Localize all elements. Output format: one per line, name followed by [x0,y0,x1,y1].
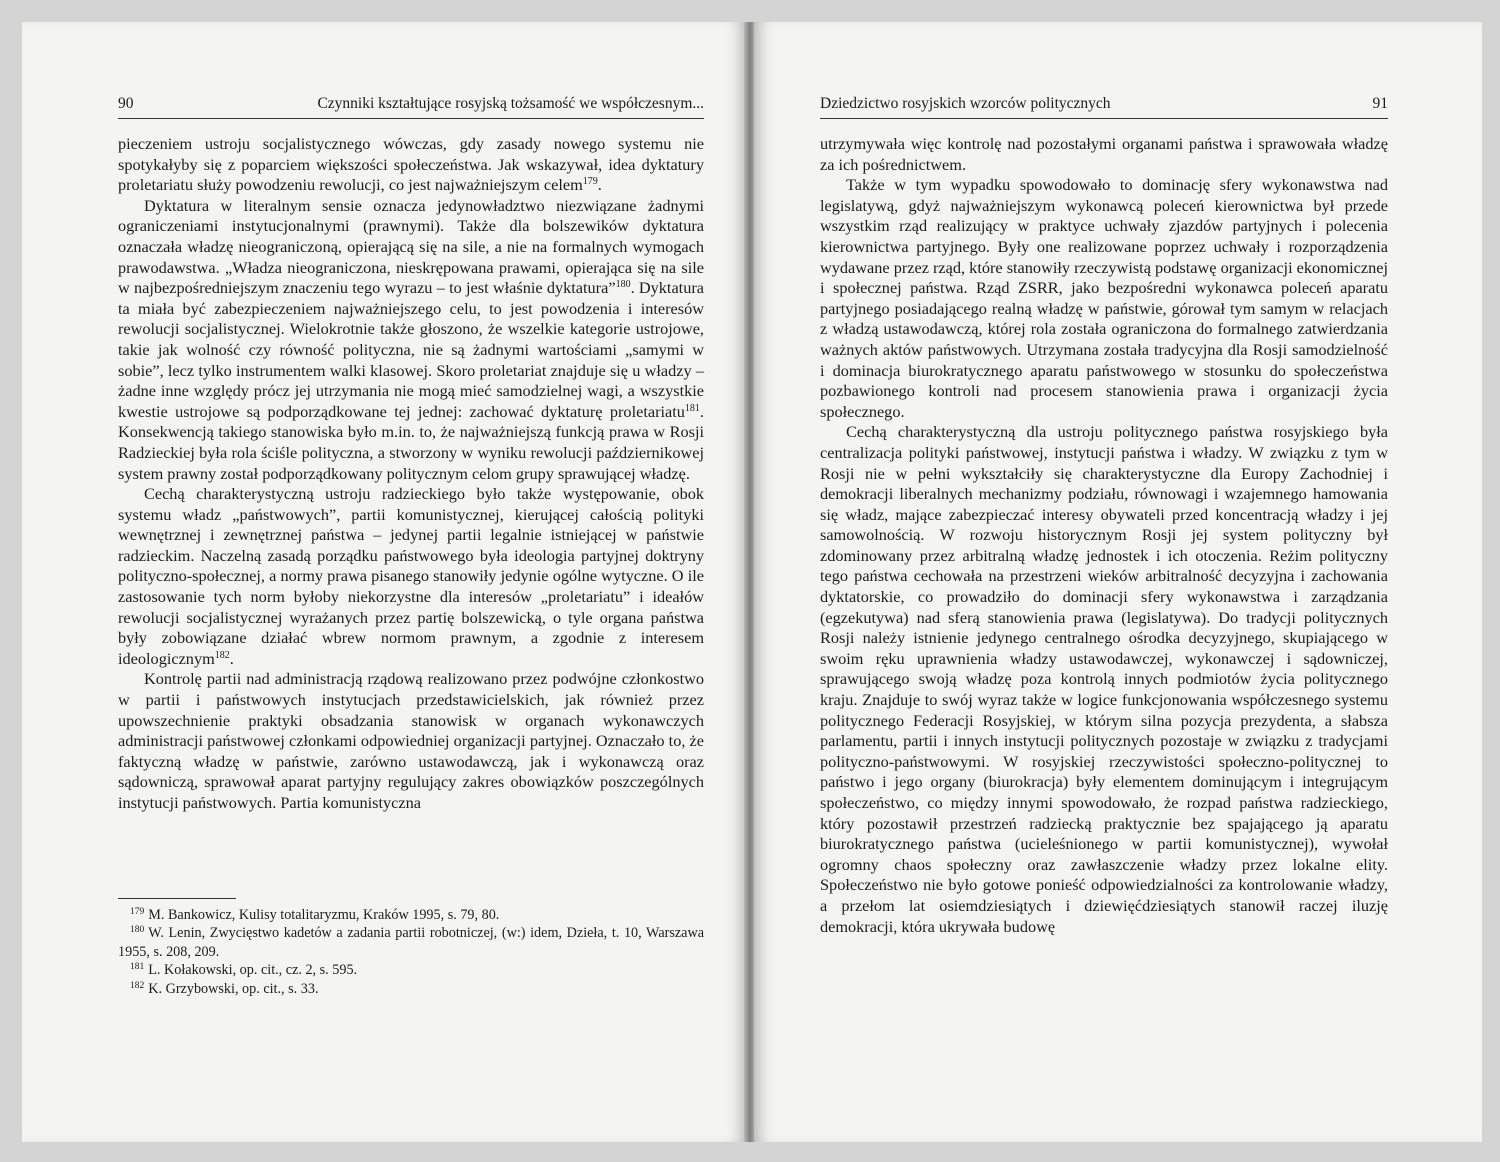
footnote-ref: 180 [615,279,631,291]
footnote: $^{180}$ W. Lenin, Zwycięstwo kadetów a zadania partii robotniczej, (w:) idem, Dzieła, t. 10, Warszawa 1955, s. 208, 209. [118,925,704,960]
page-number-right: 91 [1372,95,1388,112]
paragraph: Dyktatura w literalnym sensie oznacza jedynowładztwo niezwiązane żadnymi ograniczeniami instytucjonalnymi (prawnymi). Także dla bolszewików dyktatura oznaczała władzę nieograniczoną, opierającą się na sile, a nie na formalnych wymogach prawodawstwa. „Władza nieograniczona, nieskrępowana prawami, opierająca się na sile w najbezpośredniejszym znaczeniu tego wyrazu – to jest właśnie dyktatura”$^{180}$. Dyktatura ta miała być zabezpieczeniem najważniejszego celu, to jest powodzenia i interesów rewolucji socjalistycznej. Wielokrotnie także głoszono, że wszelkie kategorie ustrojowe, takie jak wolność czy równość polityczna, nie są żadnymi wartościami „samymi w sobie”, lecz tylko instrumentem walki klasowej. Skoro proletariat znajduje się u władzy – żadne inne względy prócz jej utrzymania nie mogą mieć samodzielnej wagi, a wszystkie kwestie ustrojowe są podporządkowane tej jednej: zachować dyktaturę proletariatu$^{181}$. Konsekwencją takiego stanowiska było m.in. to, że najważniejszą funkcją prawa w Rosji Radzieckiej była rola ściśle polityczna, a stworzony w wyniku rewolucji październikowej system prawny został podporządkowany politycznym celom grupy sprawującej władzę. [118,195,704,483]
left-body-text [118,134,704,814]
left-running-head [118,94,704,119]
paragraph: Także w tym wypadku spowodowało to dominację sfery wykonawstwa nad legislatywą, gdyż najważniejszym wykonawcą poleceń kierownictwa był przede wszystkim rząd realizujący w praktyce uchwały zjazdów partyjnych i polecenia kierownictwa partyjnego. Były one realizowane poprzez uchwały i rozporządzenia wydawane przez rząd, które stanowiły rzeczywistą podstawę organizacji ekonomicznej i społecznej państwa. Rząd ZSRR, jako bezpośredni wykonawca poleceń aparatu partyjnego posiadającego realną władzę w państwie, górował tym samym w relacjach z władzą ustawodawczą, której rola została ograniczona do formalnego zatwierdzania ważnych aktów państwowych. Utrzymana została tradycyjna dla Rosji samodzielność i dominacja biurokratycznego aparatu państwowego w stosunku do społeczeństwa pozbawionego kontroli nad procesem stanowienia prawa i organizacji życia społecznego. [820,175,1388,421]
running-title-left: Czynniki kształtujące rosyjską tożsamość we współczesnym... [317,95,704,112]
footnote: $^{181}$ L. Kołakowski, op. cit., cz. 2, s. 595. [130,962,358,979]
footnote-ref: 181 [684,402,700,414]
footnote-divider [118,898,236,899]
right-page [754,22,1482,1142]
page-number-left: 90 [118,95,134,112]
right-body-text [820,134,1388,937]
footnote: $^{182}$ K. Grzybowski, op. cit., s. 33. [130,980,319,997]
right-running-head [820,94,1388,119]
footnotes [118,906,704,998]
footnote: $^{179}$ M. Bankowicz, Kulisy totalitaryzmu, Kraków 1995, s. 79, 80. [130,907,500,923]
footnote-ref: 182 [214,649,230,661]
paragraph: utrzymywała więc kontrolę nad pozostałymi organami państwa i sprawowała władzę za ich pośrednictwem. [820,134,1388,174]
paragraph: Kontrolę partii nad administracją rządową realizowano przez podwójne członkostwo w partii i państwowych instytucjach przedstawicielskich, jak również przez upowszechnienie praktyki obsadzania stanowisk w organach wykonawczych administracji państwowej członkami odpowiedniej organizacji partyjnej. Oznaczało to, że faktyczną władzę w państwie, zarówno ustawodawczą, jak i wykonawczą oraz sądowniczą, sprawował aparat partyjny regulujący zakres obowiązków poszczególnych instytucji państwowych. Partia komunistyczna [118,669,704,812]
paragraph: Cechą charakterystyczną ustroju radzieckiego było także występowanie, obok systemu władz „państwowych”, partii komunistycznej, kierującej całością polityki wewnętrznej i zewnętrznej państwa – jedynej partii legalnie istniejącej w państwie radzieckim. Naczelną zasadą porządku państwowego była ideologia partyjnej doktryny polityczno-społecznej, a normy prawa pisanego stanowiły jedynie ogólne wytyczne. O ile zastosowanie tych norm byłoby niekorzystne dla interesów „proletariatu” i ideałów rewolucji socjalistycznej wyrażanych przez partię bolszewicką, o tyle organa państwa były zobowiązane działać wbrew normom prawnym, a zgodnie z interesem ideologicznym$^{182}$. [118,484,704,668]
paragraph: pieczeniem ustroju socjalistycznego wówczas, gdy zasady nowego systemu nie spotykałyby się z poparciem większości społeczeństwa. Jak wskazywał, idea dyktatury proletariatu służy powodzeniu rewolucji, co jest najważniejszym celem$^{179}$. [118,134,704,195]
paragraph: Cechą charakterystyczną dla ustroju politycznego państwa rosyjskiego była centralizacja polityki państwowej, instytucji państwa i władzy. W związku z tym w Rosji nie w pełni wykształciły się charakterystyczne dla Europy Zachodniej i demokracji liberalnych mechanizmy podziału, równowagi i wzajemnego hamowania się władz, mające zabezpieczać interesy obywateli przed koncentracją władzy i jej samowolnością. W rozwoju historycznym Rosji jej system polityczny był zdominowany przez arbitralną władzę jednostek i ich otoczenia. Reżim polityczny tego państwa cechowała na przestrzeni wieków arbitralność decyzyjna i zachowania dyktatorskie, co prowadziło do dominacji sfery wykonawstwa i zarządzania (egzekutywa) nad sferą stanowienia prawa (legislatywa). Do tradycji politycznych Rosji należy istnienie jedynego centralnego ośrodka decyzyjnego, skupiającego w swoim ręku uprawnienia władzy ustawodawczej, wykonawczej i sądowniczej, sprawującego swoją władzę poza kontrolą innych podmiotów życia politycznego kraju. Znajduje to swój wyraz także w logice funkcjonowania współczesnego systemu politycznego Federacji Rosyjskiej, w którym silna pozycja prezydenta, a słabsza parlamentu, partii i innych instytucji politycznych pozostaje w związku z tradycjami polityczno-państwowymi. W rosyjskiej rzeczywistości społeczno-politycznej to państwo i jego organy (biurokracja) były elementem dominującym i integrującym społeczeństwo, co między innymi spowodowało, że rozpad państwa radzieckiego, który pozostawił przestrzeń radziecką praktycznie bez spajającego ją aparatu biurokratycznego państwa (ucieleśnionego w partii komunistycznej), wywołał ogromny chaos społeczny oraz zawłaszczenie władzy przez lokalne elity. Społeczeństwo nie było gotowe ponieść odpowiedzialności za kontrolowanie władzy, a przełom lat osiemdziesiątych i dziewięćdziesiątych stanowił raczej iluzję demokracji, która ukrywała budowę [820,422,1388,936]
running-title-right: Dziedzictwo rosyjskich wzorców politycznych [820,95,1111,112]
footnote-ref: 179 [582,176,598,188]
